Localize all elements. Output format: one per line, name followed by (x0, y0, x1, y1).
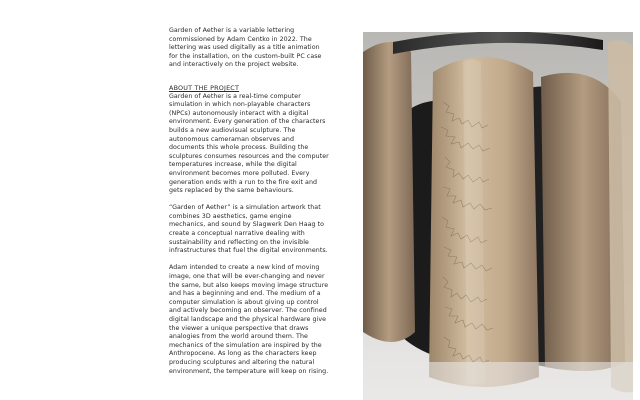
about-paragraph-2: “Garden of Aether” is a simulation artwork that combines 3D aesthetics, game engine mechanics, and sound by Slagwerk Den Haag to create a conceptual narrative dealing with sustainability and reflecting on the invisible infrastructures that fuel the digital environments. (169, 204, 328, 255)
about-heading: ABOUT THE PROJECT (169, 83, 240, 92)
intro-paragraph: Garden of Aether is a variable lettering commissioned by Adam Centko in 2022. The lettering was used digitally as a title animation for the installation, on the custom-built PC case and interactively on the project website. (169, 27, 322, 69)
about-paragraph-3: Adam intended to create a new kind of moving image, one that will be ever-changing and never the same, but also keeps moving image structure and has a beginning and end. The medium of a computer simulation is about giving up control and actively becoming an observer. The confined digital landscape and the physical hardware give the viewer a unique perspective that draws analogies from the world around them. The mechanics of the simulation are inspired by the Anthropocene. As long as the characters keep producing sculptures and altering the natural environment, the temperature will keep on rising. (169, 264, 329, 375)
article-text-column (169, 27, 329, 385)
about-paragraph-1: Garden of Aether is a real-time computer simulation in which non-playable characters (NPCs) autonomously interact with a digital environment. Every generation of the characters builds a new audiovisual sculpture. The autonomous cameraman observes and documents this whole process. Building the sculptures consumes resources and the computer temperatures increase, while the digital environment becomes more polluted. Every generation ends with a run to the fire exit and gets replaced by the same behaviours. (169, 92, 329, 195)
installation-photo (363, 32, 633, 400)
